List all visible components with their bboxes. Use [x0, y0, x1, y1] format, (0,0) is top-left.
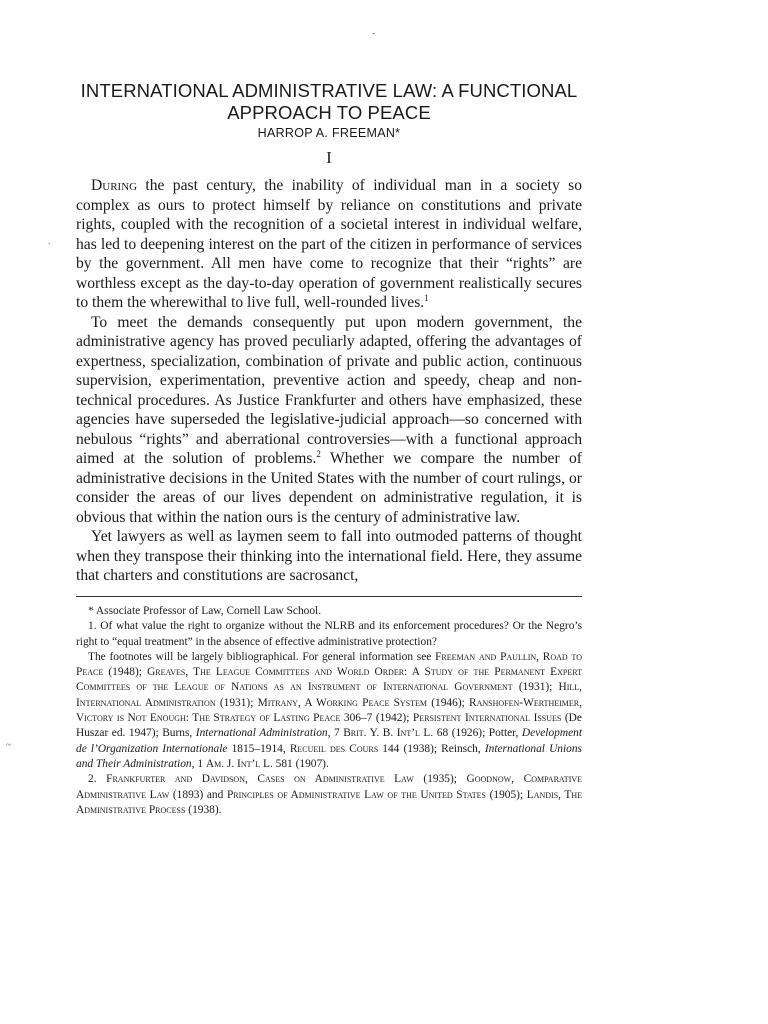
footnote-ref-2: 2 [316, 448, 321, 459]
fn-citation: Frankfurter and Davidson, Cases on Administrative Law [106, 773, 414, 786]
fn-citation: Landis, The Administrative Process [76, 788, 583, 816]
fn-text: (1931); [512, 681, 559, 694]
fn-citation: Greaves, The League Committees and World Order: A Study of the Permanent Expert Committees of the League of Nations as an Instrument of International Government [76, 666, 582, 694]
scan-mark-left: . [48, 236, 51, 247]
paragraph-2-text-cont: Whether we compare the number of administrative decisions in the United States with the number of court rulings, or consider the areas of our lives dependent on administrative regulation, it is obvious that within the nation ours is the century of administrative law. [76, 450, 582, 526]
fn-text: (1946); [427, 696, 470, 709]
paragraph-1-text: the past century, the inability of individual man in a society so complex as ours to protect himself by reliance on constitutions and private rights, coupled with the recognition of a societal interest in individual welfare, has led to deepening interest on the part of the citizen in performance of services by the government. All men have come to recognize that their “rights” are worthless except as the day-to-day operation of government realistically secures to them the wherewithal to live full, well-rounded lives. [76, 177, 582, 311]
footnote-star: * Associate Professor of Law, Cornell Law School. [88, 605, 322, 617]
fn-italic: International Unions and Their Administration, [76, 742, 582, 770]
fn-text: (1948); [103, 666, 148, 679]
fn-text: 581 (1907). [272, 757, 329, 770]
fn-text: 144 (1938); Reinsch, [378, 742, 485, 755]
fn-italic: Development de l’Organization Internationale [76, 727, 582, 755]
fn-citation: Brit. Y. B. Int’l L. [343, 727, 434, 740]
scan-mark-top: - [372, 28, 376, 39]
paragraph-2 [76, 313, 582, 528]
footnote-1: 1. Of what value the right to organize without the NLRB and its enforcement procedures? Or the Negro’s right to “equal treatment” in the absence of effective administrative protection? [76, 620, 582, 648]
fn-text: The footnotes will be largely bibliographical. For general information see [88, 650, 436, 663]
footnotes [76, 604, 582, 818]
title-line-1: INTERNATIONAL ADMINISTRATIVE LAW: A FUNCTIONAL [80, 80, 578, 101]
fn-citation: Ranshofen-Wertheimer, Victory is Not Enough: The Strategy of Lasting Peace [76, 696, 582, 725]
fn-citation: Principles of Administrative Law of the United States [226, 788, 486, 801]
footnote-ref-1: 1 [424, 292, 429, 303]
fn-text: (1938). [185, 803, 222, 816]
fn-citation: Mitrany, A Working Peace System [257, 696, 428, 709]
fn-italic: International Administration, [195, 727, 331, 740]
article-title [76, 80, 582, 124]
paragraph-3: Yet lawyers as well as laymen seem to fall into outmoded patterns of thought when they transpose their thinking into the international field. Here, they assume that charters and constitutions are sacrosanct, [76, 528, 582, 584]
footnote-divider [76, 596, 582, 597]
fn-citation: Recueil des Cours [289, 742, 379, 755]
fn-text: 7 [330, 727, 344, 740]
fn-text: 306–7 (1942); [340, 712, 413, 725]
section-numeral: I [326, 148, 332, 167]
footnote-2 [76, 772, 582, 818]
fn-citation: Am. J. Int’l L. [205, 757, 273, 770]
fn-citation: Persistent International Issues [412, 712, 562, 725]
fn-text: 1 [194, 757, 206, 770]
paragraph-1 [76, 176, 582, 313]
fn-text: (1931); [215, 696, 258, 709]
footnote-1-bibliography [76, 650, 582, 772]
title-line-2: APPROACH TO PEACE [227, 102, 431, 123]
fn-text: 2. [88, 773, 107, 786]
fn-text: (1935); [413, 773, 467, 786]
fn-citation: Hill, International Administration [76, 681, 582, 709]
fn-citation: Goodnow, Comparative Administrative Law [76, 773, 583, 801]
drop-lead-word: During [91, 177, 138, 194]
fn-citation: Freeman and Paullin, Road to Peace [76, 650, 582, 679]
paragraph-2-text: To meet the demands consequently put upon modern government, the administrative agency has proved peculiarly adapted, offering the advantages of expertness, specialization, combination of private and public action, continuous supervision, experimentation, preventive action and speedy, cheap and non-technical procedures. As Justice Frankfurter and others have emphasized, these agencies have superseded the legislative-judicial approach—so concerned with nebulous “rights” and aberrational controversies—with a functional approach aimed at the solution of problems. [76, 313, 582, 467]
fn-text: 1815–1914, [227, 742, 290, 755]
fn-text: 68 (1926); Potter, [433, 727, 522, 740]
article-body [76, 176, 582, 586]
author-byline: HARROP A. FREEMAN* [257, 126, 401, 140]
scan-mark-left-lower: ~ [6, 740, 12, 751]
fn-text: (1893) and [169, 788, 227, 801]
fn-text: (De Huszar ed. 1947); Burns, [76, 712, 582, 740]
fn-text: (1905); [485, 788, 527, 801]
